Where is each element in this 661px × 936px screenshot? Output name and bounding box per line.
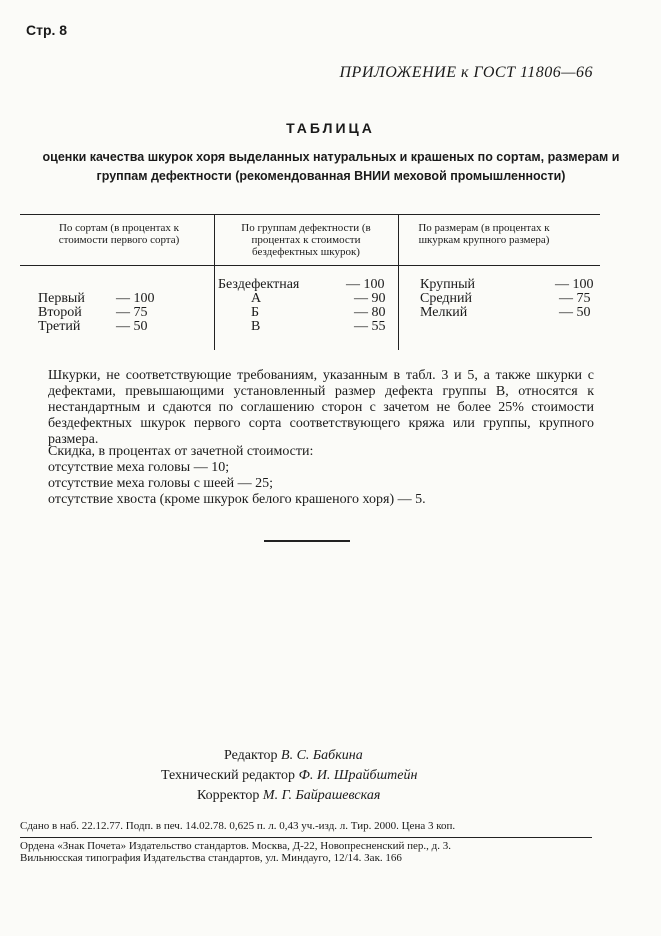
table-cell-value: — 80 bbox=[354, 305, 386, 320]
table-cell-value: — 100 bbox=[116, 291, 155, 306]
table-header-rule bbox=[20, 265, 600, 266]
column-divider-1 bbox=[214, 214, 215, 350]
table-cell-label: Третий bbox=[38, 319, 81, 334]
page-number: Стр. 8 bbox=[26, 22, 68, 38]
table-cell-label: Крупный bbox=[420, 277, 476, 292]
credit-proofreader bbox=[197, 788, 380, 804]
imprint-line: Ордена «Знак Почета» Издательство стандартов. Москва, Д-22, Новопресненский пер., д. 3. bbox=[20, 840, 452, 852]
column-header-grades: По сортам (в процентах к стоимости первого сорта) bbox=[58, 222, 180, 246]
table-cell-value: — 75 bbox=[116, 305, 148, 320]
table-cell-label: Мелкий bbox=[420, 305, 468, 320]
table-cell-label: Б bbox=[251, 305, 260, 320]
table-subtitle: оценки качества шкурок хоря выделанных натуральных и крашеных по сортам, размерам и группам дефектности (рекомендованная ВНИИ меховой промышленности) bbox=[42, 150, 620, 183]
table-cell-label: Второй bbox=[38, 305, 82, 320]
credit-technical-editor bbox=[161, 768, 417, 784]
table-cell-label: В bbox=[251, 319, 261, 334]
credit-name: Ф. И. Шрайбштейн bbox=[298, 768, 418, 783]
column-header-defect-groups: По группам дефектности (в процентах к стоимости бездефектных шкурок) bbox=[241, 222, 371, 258]
credit-role: Корректор bbox=[197, 788, 260, 803]
table-cell-value: — 100 bbox=[346, 277, 385, 292]
table-cell-label: А bbox=[251, 291, 262, 306]
imprint-line: Сдано в наб. 22.12.77. Подп. в печ. 14.02.78. 0,625 п. л. 0,43 уч.-изд. л. Тир. 2000. Цена 3 коп. bbox=[20, 820, 456, 832]
table-cell-label: Средний bbox=[420, 291, 472, 306]
nonstandard-paragraph: Шкурки, не соответствующие требованиям, указанным в табл. 3 и 5, а также шкурки с дефектами, превышающими установленный размер дефекта группы В, относятся к нестандартным и сдаются по соглашению сторон с зачетом не более 25% стоимости бездефектных шкурок первого сорта соответствующего кряжа или группы, крупного размера. bbox=[48, 368, 594, 447]
section-end-rule bbox=[264, 540, 350, 542]
credit-role: Редактор bbox=[224, 748, 278, 763]
imprint-rule bbox=[20, 837, 592, 838]
credit-editor bbox=[224, 748, 363, 764]
table-cell-value: — 75 bbox=[559, 291, 591, 306]
table-title: ТАБЛИЦА bbox=[286, 120, 375, 136]
table-top-rule bbox=[20, 214, 600, 215]
table-cell-value: — 100 bbox=[555, 277, 594, 292]
credit-name: В. С. Бабкина bbox=[281, 748, 363, 763]
table-cell-value: — 90 bbox=[354, 291, 386, 306]
imprint-line: Вильнюсская типография Издательства стандартов, ул. Миндауго, 12/14. Зак. 166 bbox=[20, 852, 402, 864]
column-divider-2 bbox=[398, 214, 399, 350]
credit-role: Технический редактор bbox=[161, 768, 296, 783]
discount-item: отсутствие меха головы с шеей — 25; bbox=[48, 476, 274, 491]
credit-name: М. Г. Байрашевская bbox=[262, 788, 381, 803]
column-header-sizes: По размерам (в процентах к шкуркам крупного размера) bbox=[418, 222, 550, 246]
table-cell-value: — 55 bbox=[354, 319, 386, 334]
discount-item: отсутствие хвоста (кроме шкурок белого крашеного хоря) — 5. bbox=[48, 492, 426, 507]
discount-intro: Скидка, в процентах от зачетной стоимости: bbox=[48, 444, 314, 459]
table-cell-value: — 50 bbox=[116, 319, 148, 334]
table-cell-label: Бездефектная bbox=[218, 277, 300, 292]
discount-item: отсутствие меха головы — 10; bbox=[48, 460, 230, 475]
table-cell-value: — 50 bbox=[559, 305, 591, 320]
table-cell-label: Первый bbox=[38, 291, 85, 306]
appendix-title: ПРИЛОЖЕНИЕ к ГОСТ 11806—66 bbox=[339, 64, 593, 81]
